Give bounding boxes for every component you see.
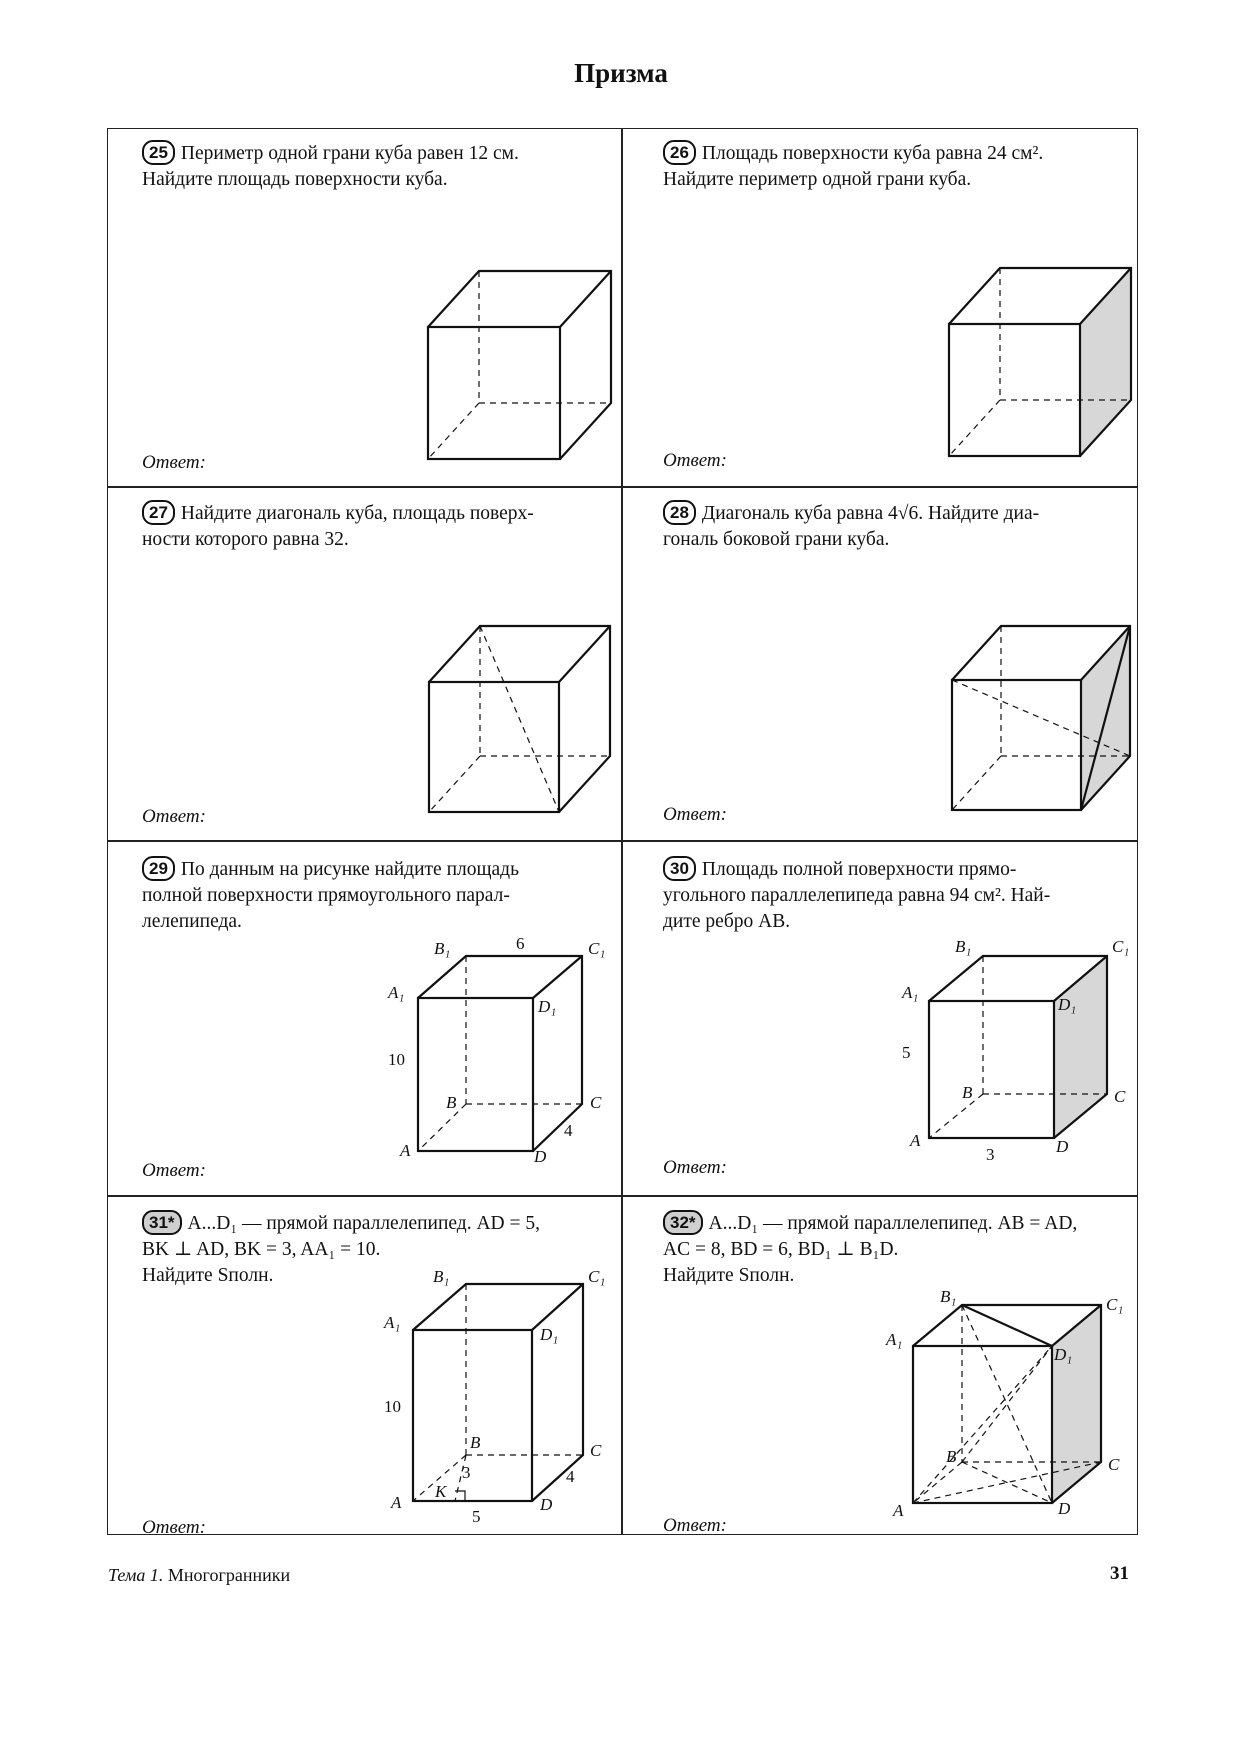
edge-length-label: 6 [516,934,525,953]
edge-length-label: 4 [566,1467,575,1486]
vertex-label: B₁ [940,1287,957,1306]
problem-number-badge: 28 [663,500,696,525]
problem-number-badge: 26 [663,140,696,165]
edge-length-label: 10 [388,1050,405,1069]
edge-length-label: 4 [564,1121,573,1140]
footer-topic-label: Тема 1. [108,1565,164,1585]
problem-text-line: угольного параллелепипеда равна 94 см². Най- [663,885,1051,906]
problem-number-badge: 29 [142,856,175,881]
vertex-label: B [946,1447,957,1466]
problem-text-line: Найдите Sполн. [142,1265,274,1286]
problem-text-line: Найдите периметр одной грани куба. [663,169,972,190]
problem-text-line: Диагональ куба равна 4√6. Найдите диа- [701,503,1040,524]
problem-text-line: полной поверхности прямоугольного парал- [142,885,510,906]
vertex-label: D₁ [540,1325,559,1344]
vertex-label: A [910,1131,921,1150]
problem-text-line: Найдите Sполн. [663,1265,795,1286]
problem-number-badge: 30 [663,856,696,881]
page-title: Призма [574,58,668,88]
vertex-label: A₁ [886,1330,903,1349]
answer-label: Ответ: [663,450,727,471]
problem-text-line: гональ боковой грани куба. [663,529,890,550]
problem-text-line: BK ⊥ AD, BK = 3, AA₁ = 10. [142,1239,381,1260]
vertex-label: C₁ [1106,1295,1124,1314]
problem-text-line: A...D₁ — прямой параллелепипед. AD = 5, [187,1213,541,1234]
vertex-label: B [446,1093,457,1112]
vertex-label: D₁ [1054,1345,1073,1364]
answer-label: Ответ: [142,1517,206,1538]
problem-number-badge: 32* [663,1210,703,1235]
vertex-label: A₁ [388,983,405,1002]
footer-topic-name: Многогранники [163,1565,291,1585]
vertex-label: C [1114,1087,1126,1106]
answer-label: Ответ: [142,806,206,827]
problem-text-line: Найдите диагональ куба, площадь поверх- [180,503,534,524]
vertex-label: D₁ [538,997,557,1016]
vertex-label: K [435,1482,447,1501]
problem-text-line: Площадь поверхности куба равна 24 см². [701,143,1044,164]
vertex-label: C [590,1441,602,1460]
problem-text-line: AC = 8, BD = 6, BD₁ ⊥ B₁D. [663,1239,899,1260]
vertex-label: A₁ [902,983,919,1002]
problem-number-badge: 31* [142,1210,182,1235]
vertex-label: C₁ [588,939,606,958]
vertex-label: D [1056,1137,1069,1156]
vertex-label: D [1058,1499,1071,1518]
problem-text-line: ности которого равна 32. [142,529,349,550]
vertex-label: D [540,1495,553,1514]
problem-text-line: Периметр одной грани куба равен 12 см. [180,143,519,164]
edge-length-label: 5 [902,1043,911,1062]
edge-length-label: 5 [472,1507,481,1526]
vertex-label: B₁ [433,1267,450,1286]
edge-length-label: 3 [462,1463,471,1482]
answer-label: Ответ: [663,1157,727,1178]
problem-number-badge: 27 [142,500,175,525]
vertex-label: A [400,1141,411,1160]
vertex-label: A₁ [384,1313,401,1332]
answer-label: Ответ: [663,1515,727,1536]
vertex-label: B [962,1083,973,1102]
problem-text-line: Площадь полной поверхности прямо- [701,859,1017,880]
vertex-label: C [590,1093,602,1112]
vertex-label: C [1108,1455,1120,1474]
vertex-label: C₁ [588,1267,606,1286]
vertex-label: B₁ [434,939,451,958]
answer-label: Ответ: [142,452,206,473]
answer-label: Ответ: [663,804,727,825]
vertex-label: C₁ [1112,937,1130,956]
edge-length-label: 3 [986,1145,995,1164]
problem-number-badge: 25 [142,140,175,165]
problem-text-line: По данным на рисунке найдите площадь [180,859,519,880]
footer-topic [108,1565,290,1586]
page-number: 31 [1110,1563,1129,1584]
vertex-label: D [534,1147,547,1166]
problem-text-line: дите ребро AB. [663,911,791,932]
vertex-label: B [470,1433,481,1452]
vertex-label: D₁ [1058,995,1077,1014]
answer-label: Ответ: [142,1160,206,1181]
vertex-label: A [893,1501,904,1520]
vertex-label: B₁ [955,937,972,956]
problem-text-line: A...D₁ — прямой параллелепипед. AB = AD, [708,1213,1078,1234]
problem-text-line: лелепипеда. [142,911,242,932]
edge-length-label: 10 [384,1397,401,1416]
problem-text-line: Найдите площадь поверхности куба. [142,169,448,190]
vertex-label: A [391,1493,402,1512]
